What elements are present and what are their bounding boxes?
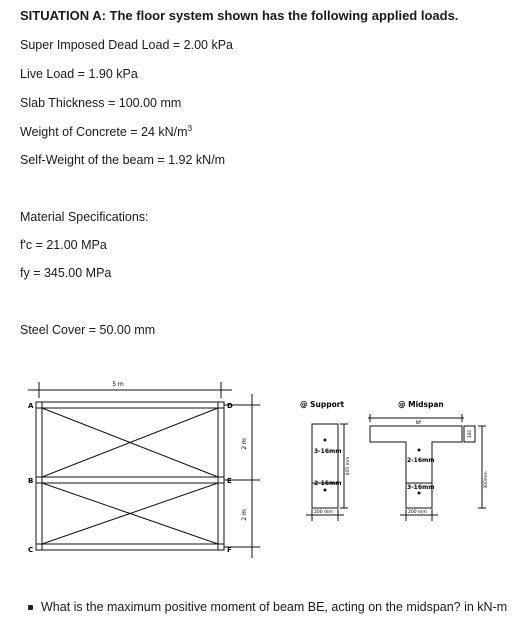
concrete-weight-exponent: 3: [187, 124, 193, 133]
support-bottom-bars: 2-16mm: [314, 480, 342, 487]
slab-dimension: 100: [468, 429, 473, 439]
label-B: B: [28, 477, 34, 485]
label-E: E: [227, 477, 232, 485]
label-F: F: [227, 546, 232, 554]
support-title: @ Support: [300, 400, 345, 409]
concrete-weight-text: Weight of Concrete = 24 kN/m: [20, 125, 188, 140]
slab-thickness: Slab Thickness = 100.00 mm: [20, 96, 182, 110]
plan-view: [28, 382, 260, 558]
material-heading: Material Specifications:: [20, 210, 149, 224]
span-label: 5 m: [112, 381, 124, 388]
dim-top: 2 m: [241, 438, 248, 450]
girder-AC: [36, 402, 42, 550]
bullet-icon: [28, 605, 33, 610]
support-top-bars: 3-16mm: [314, 448, 342, 455]
live-load: Live Load = 1.90 kPa: [20, 67, 138, 81]
girder-DF: [218, 402, 224, 550]
flange-label: bf: [416, 420, 421, 426]
situation-title: SITUATION A: The floor system shown has the following applied loads.: [20, 8, 459, 23]
support-bottom-rebar: [324, 489, 327, 492]
superimposed-dead-load: Super Imposed Dead Load = 2.00 kPa: [20, 38, 233, 52]
midspan-top-rebar: [418, 449, 421, 452]
midspan-width: 200 mm: [408, 510, 427, 515]
support-section: [306, 424, 348, 521]
support-top-rebar: [324, 439, 327, 442]
beam-self-weight: Self-Weight of the beam = 1.92 kN/m: [20, 153, 226, 167]
support-height: 400 mm: [346, 456, 351, 476]
question-text: What is the maximum positive moment of beam BE, acting on the midspan? in kN-m: [41, 600, 508, 614]
dim-bottom: 2 m: [241, 509, 248, 521]
beam-BE: [36, 477, 224, 483]
question: [28, 600, 507, 614]
floor-system-diagram: [0, 370, 515, 570]
label-D: D: [227, 402, 233, 410]
steel-cover: Steel Cover = 50.00 mm: [20, 323, 156, 337]
beam-AD: [36, 402, 224, 408]
fc-value: f'c = 21.00 MPa: [20, 238, 107, 252]
label-C: C: [28, 546, 34, 554]
midspan-title: @ Midspan: [398, 400, 444, 409]
midspan-top-bars: 2-16mm: [407, 457, 435, 464]
midspan-height: 300mm: [484, 471, 489, 489]
concrete-weight: [20, 124, 192, 139]
fy-value: fy = 345.00 MPa: [20, 266, 112, 280]
midspan-bottom-rebar: [418, 492, 421, 495]
beam-CF: [36, 544, 224, 550]
support-width: 200 mm: [314, 510, 333, 515]
midspan-bottom-bars: 3-16mm: [407, 484, 435, 491]
label-A: A: [28, 402, 34, 410]
